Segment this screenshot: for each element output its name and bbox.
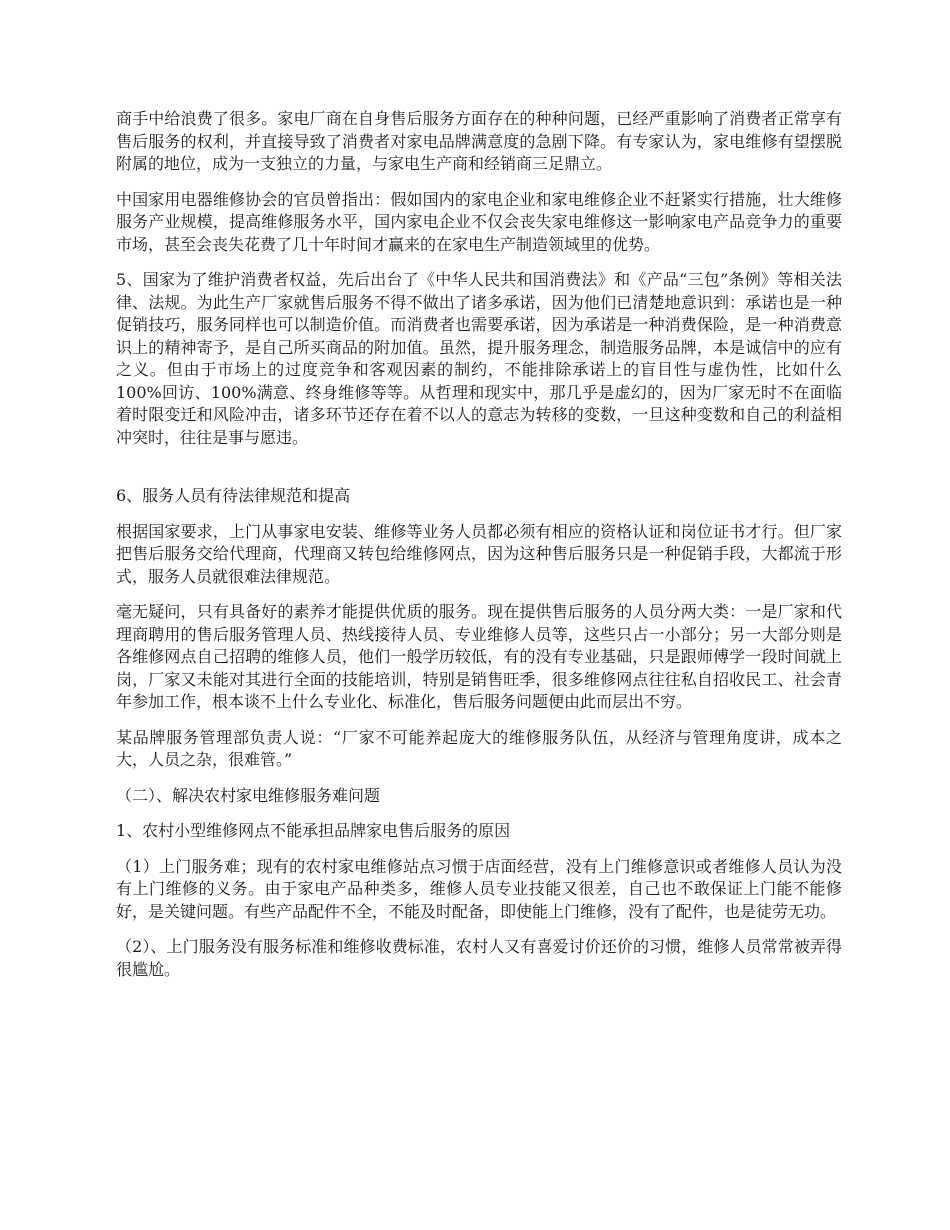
paragraph-point-5-laws: 5、国家为了维护消费者权益，先后出台了《中华人民共和国消费法》和《产品“三包”条例》等相关法律、法规。为此生产厂家就售后服务不得不做出了诸多承诺，因为他们已清楚地意识到：承诺也是一种促销技巧，服务同样也可以制造价值。而消费者也需要承诺，因为承诺是一种消费保险，是一种消费意识上的精神寄予，是自己所买商品的附加值。虽然，提升服务理念，制造服务品牌，本是诚信中的应有之义。但由于市场上的过度竞争和客观因素的制约，不能排除承诺上的盲目性与虚伪性，比如什么 100%回访、100%满意、终身维修等等。从哲理和现实中，那几乎是虚幻的，因为厂家无时不在面临着时限变迁和风险冲击，诸多环节还存在着不以人的意志为转移的变数，一旦这种变数和自己的利益相冲突时，往往是事与愿违。 [116, 270, 842, 447]
heading-section-2: （二）、解决农村家电维修服务难问题 [116, 785, 381, 805]
paragraph-staff-quality: 毫无疑问，只有具备好的素养才能提供优质的服务。现在提供售后服务的人员分两大类：一是厂家和代理商聘用的售后服务管理人员、热线接待人员、专业维修人员等，这些只占一小部分；另一大部分则是各维修网点自己招聘的维修人员，他们一般学历较低，有的没有专业基础，只是跟师傅学一段时间就上岗，厂家又未能对其进行全面的技能培训，特别是销售旺季，很多维修网点往往私自招收民工、社会青年参加工作，根本谈不上什么专业化、标准化，售后服务问题便由此而层出不穷。 [116, 602, 842, 711]
paragraph-association-official: 中国家用电器维修协会的官员曾指出：假如国内的家电企业和家电维修企业不赶紧实行措施，壮大维修服务产业规模，提高维修服务水平，国内家电企业不仅会丧失家电维修这一影响家电产品竞争力的重要市场，甚至会丧失花费了几十年时间才赢来的在家电生产制造领域里的优势。 [116, 189, 842, 254]
document-body [116, 108, 842, 994]
paragraph-certification: 根据国家要求，上门从事家电安装、维修等业务人员都必须有相应的资格认证和岗位证书才行。但厂家把售后服务交给代理商，代理商又转包给维修网点，因为这种售后服务只是一种促销手段，大都流于形式，服务人员就很难法律规范。 [116, 521, 842, 586]
paragraph-brand-quote: 某品牌服务管理部负责人说：“厂家不可能养起庞大的维修服务队伍，从经济与管理角度讲，成本之大，人员之杂，很难管。” [116, 727, 842, 769]
paragraph-no-standards: （2）、上门服务没有服务标准和维修收费标准，农村人又有喜爱讨价还价的习惯，维修人员常常被弄得很尴尬。 [116, 937, 842, 979]
paragraph-consumer-satisfaction: 商手中给浪费了很多。家电厂商在自身售后服务方面存在的种种问题，已经严重影响了消费者正常享有售后服务的权利，并直接导致了消费者对家电品牌满意度的急剧下降。有专家认为，家电维修有望摆脱附属的地位，成为一支独立的力量，与家电生产商和经销商三足鼎立。 [116, 109, 842, 173]
paragraph-door-service-hard: （1）上门服务难；现有的农村家电维修站点习惯于店面经营，没有上门维修意识或者维修人员认为没有上门维修的义务。由于家电产品种类多，维修人员专业技能又很差，自己也不敢保证上门能不能修好，是关键问题。有些产品配件不全，不能及时配备，即使能上门维修，没有了配件，也是徒劳无功。 [116, 856, 842, 921]
heading-point-1-rural: 1、农村小型维修网点不能承担品牌家电售后服务的原因 [116, 821, 511, 840]
heading-point-6: 6、服务人员有待法律规范和提高 [116, 486, 351, 505]
